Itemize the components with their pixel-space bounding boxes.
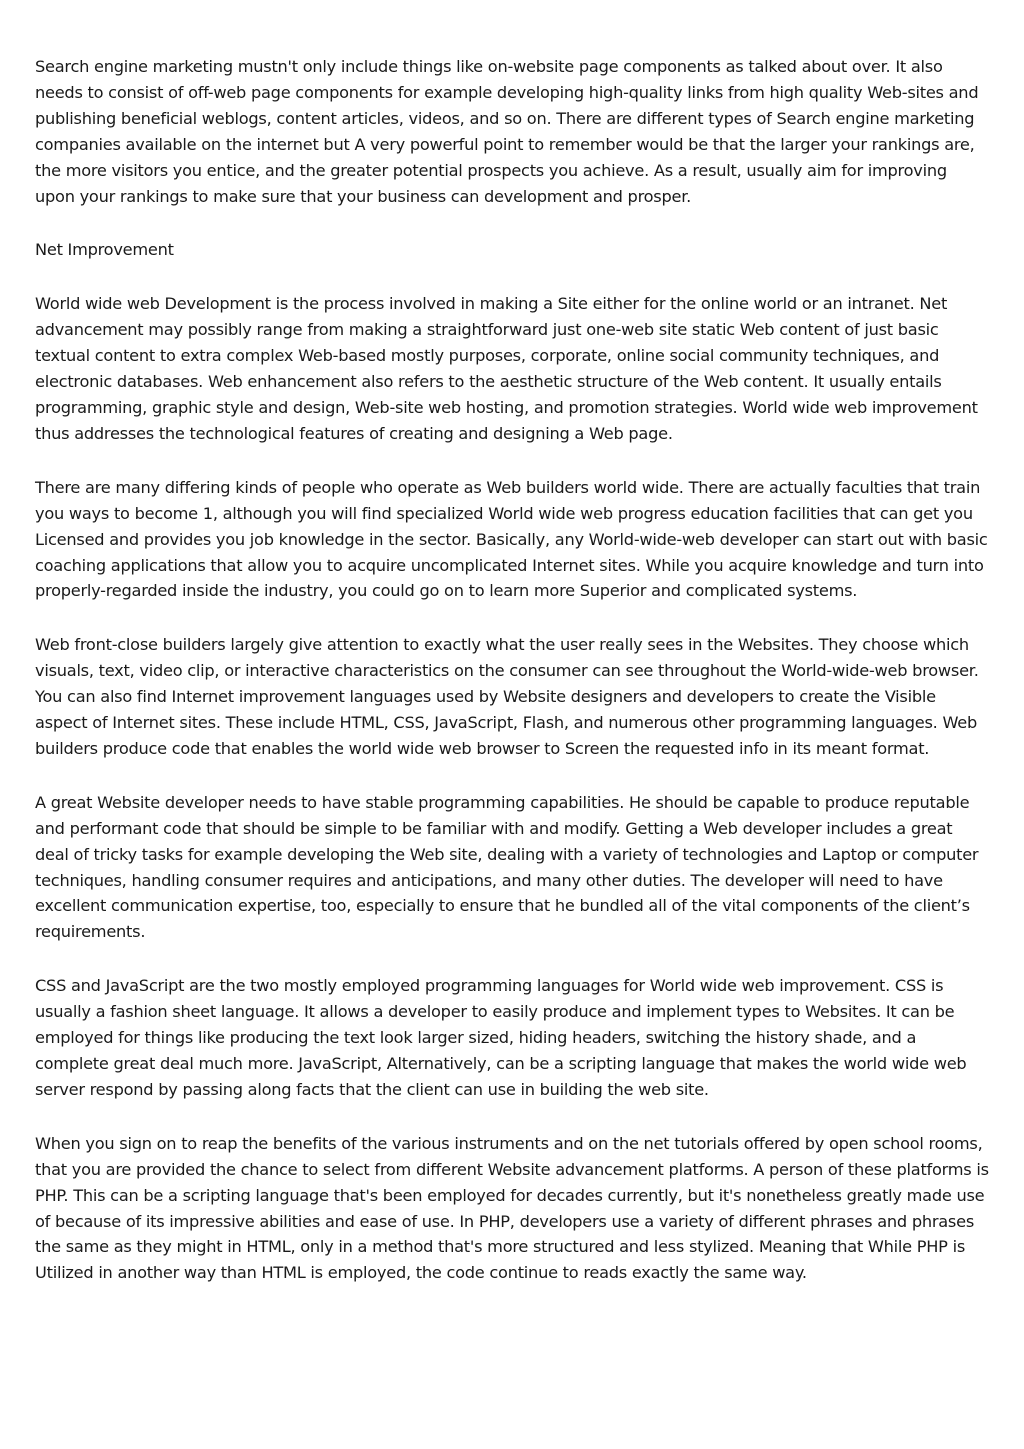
paragraph-seo-marketing: Search engine marketing mustn't only include things like on-website page components as talked about over. It also needs to consist of off-web page components for example developing high-quality links from high quality Web-sites and publishing beneficial weblogs, content articles, videos, and so on. There are different types of Search engine marketing companies available on the internet but A very powerful point to remember would be that the larger your rankings are, the more visitors you entice, and the greater potential prospects you achieve. As a result, usually aim for improving upon your rankings to make sure that your business can development and prosper. <box>35 57 979 206</box>
paragraph-web-development: World wide web Development is the process involved in making a Site either for the online world or an intranet. Net advancement may possibly range from making a straightforward just one-web site static Web content of just basic textual content to extra complex Web-based mostly purposes, corporate, online social community techniques, and electronic databases. Web enhancement also refers to the aesthetic structure of the Web content. It usually entails programming, graphic style and design, Web-site web hosting, and promotion strategies. World wide web improvement thus addresses the technological features of creating and designing a Web page. <box>35 294 978 443</box>
paragraph-php: When you sign on to reap the benefits of the various instruments and on the net tutorials offered by open school rooms, that you are provided the chance to select from different Website advancement platforms. A person of these platforms is PHP. This can be a scripting language that's been employed for decades currently, but it's nonetheless greatly made use of because of its impressive abilities and ease of use. In PHP, developers use a variety of different phrases and phrases the same as they might in HTML, only in a method that's more structured and less stylized. Meaning that While PHP is Utilized in another way than HTML is employed, the code continue to reads exactly the same way. <box>35 1133 989 1283</box>
paragraph-developer-skills: A great Website developer needs to have stable programming capabilities. He should be capable to produce reputable and performant code that should be simple to be familiar with and modify. Getting a Web developer includes a great deal of tricky tasks for example developing the Web site, dealing with a variety of technologies and Laptop or computer techniques, handling consumer requires and anticipations, and many other duties. The developer will need to have excellent communication expertise, too, especially to ensure that he bundled all of the vital components of the client’s requirements. <box>35 792 979 942</box>
paragraph-css-javascript: CSS and JavaScript are the two mostly employed programming languages for World wide web improvement. CSS is usually a fashion sheet language. It allows a developer to easily produce and implement types to Websites. It can be employed for things like producing the text look larger sized, hiding headers, switching the history shade, and a complete great deal much more. JavaScript, Alternatively, can be a scripting language that makes the world wide web server respond by passing along facts that the client can use in building the web site. <box>35 976 967 1099</box>
section-heading: Net Improvement <box>35 240 174 260</box>
paragraph-web-builders: There are many differing kinds of people who operate as Web builders world wide. There are actually faculties that train you ways to become 1, although you will find specialized World wide web progress education facilities that can get you Licensed and provides you job knowledge in the sector. Basically, any World-wide-web developer can start out with basic coaching applications that allow you to acquire uncomplicated Internet sites. While you acquire knowledge and turn into properly-regarded inside the industry, you could go on to learn more Superior and complicated systems. <box>35 477 988 601</box>
paragraph-front-end: Web front-close builders largely give attention to exactly what the user really sees in the Websites. They choose which visuals, text, video clip, or interactive characteristics on the consumer can see throughout the World-wide-web browser. You can also find Internet improvement languages used by Website designers and developers to create the Visible aspect of Internet sites. These include HTML, CSS, JavaScript, Flash, and numerous other programming languages. Web builders produce code that enables the world wide web browser to Screen the requested info in its meant format. <box>35 635 979 758</box>
